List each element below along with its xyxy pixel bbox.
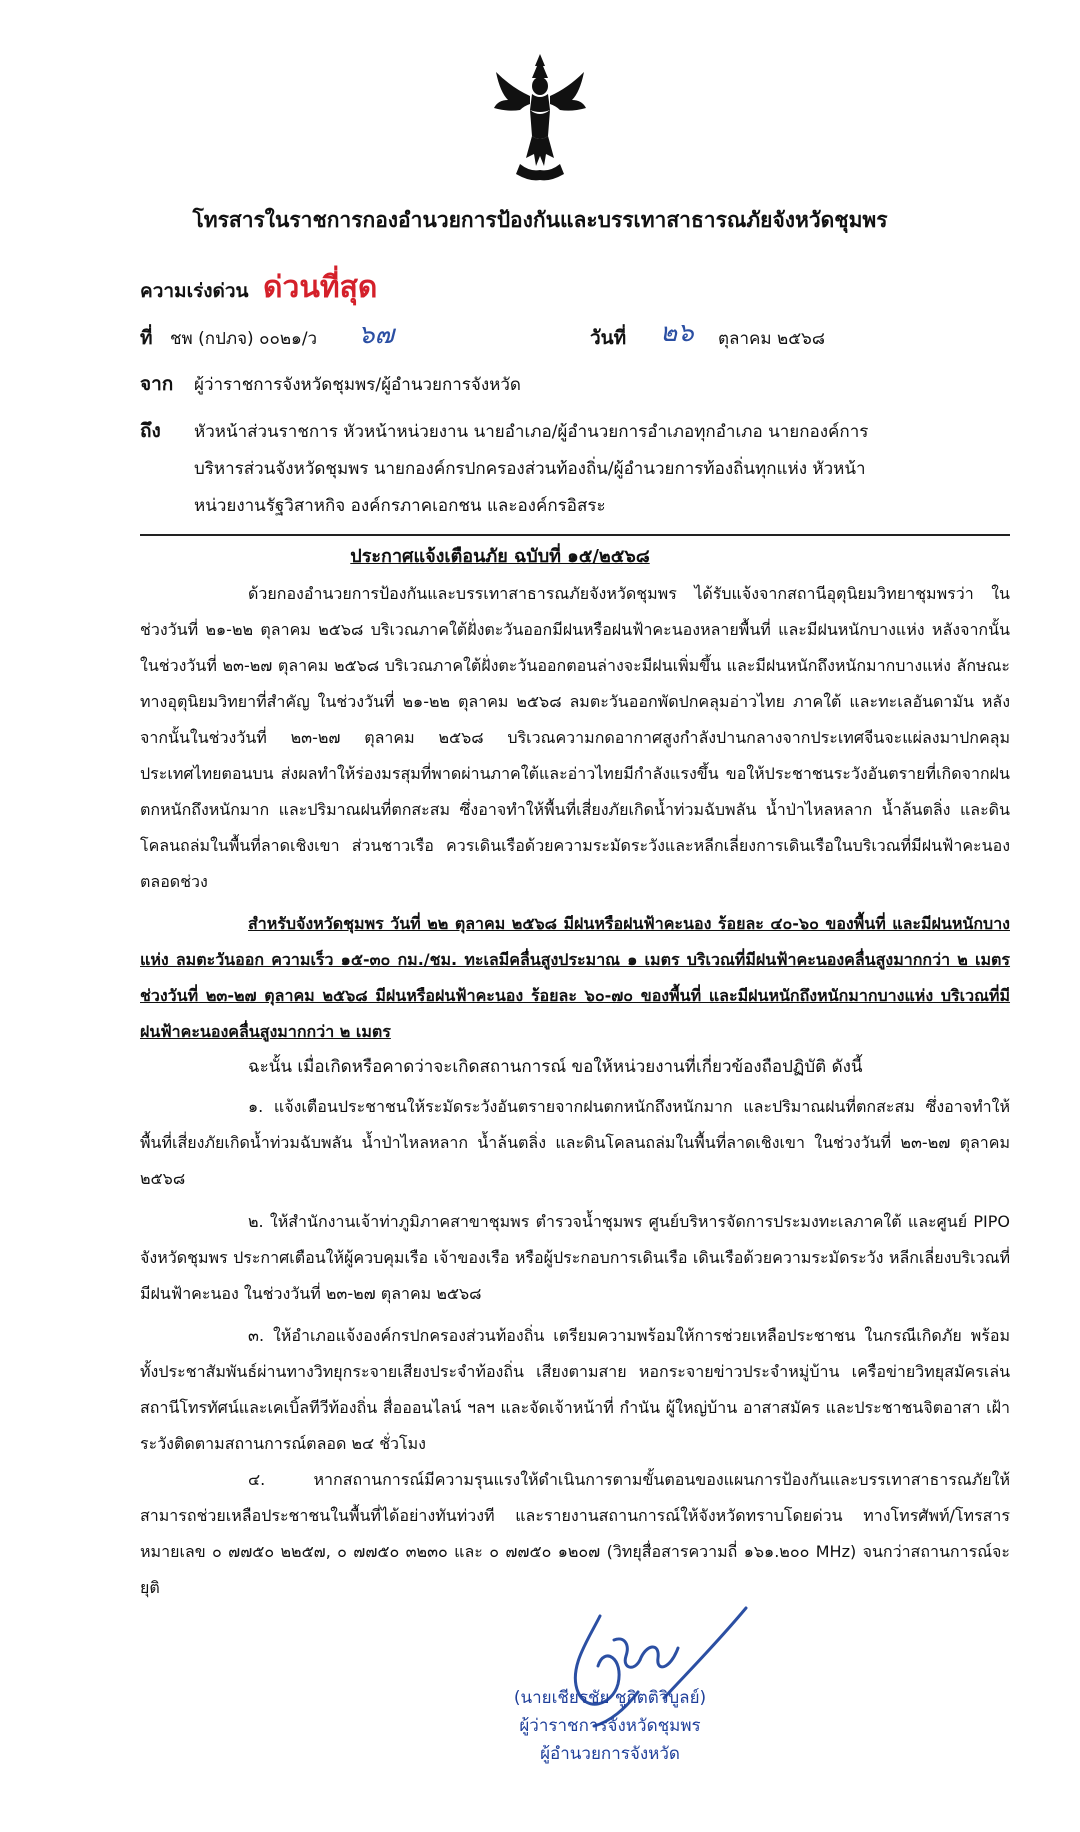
ref-label: ที่ [140,327,153,349]
action-item-3: ๓. ให้อำเภอแจ้งองค์กรปกครองส่วนท้องถิ่น เตรียมความพร้อมให้การช่วยเหลือประชาชน ในกรณีเกิดภัย พร้อมทั้งประชาสัมพันธ์ผ่านทางวิทยุกระจายเสียงประจำท้องถิ่น เสียงตามสาย หอกระจายข่าวประจำหมู่บ้าน เครือข่ายวิทยุสมัครเล่น สถานีโทรทัศน์และเคเบิ้ลทีวีท้องถิ่น สื่อออนไลน์ ฯลฯ และจัดเจ้าหน้าที่ กำนัน ผู้ใหญ่บ้าน อาสาสมัคร และประชาชนจิตอาสา เฝ้าระวังติดตามสถานการณ์ตลอด ๒๔ ชั่วโมง [140,1326,1010,1453]
signer-position: ผู้ว่าราชการจังหวัดชุมพร [519,1716,701,1736]
to-line: หัวหน้าส่วนราชการ หัวหน้าหน่วยงาน นายอำเภอ/ผู้อำนวยการอำเภอทุกอำเภอ นายกองค์การ [194,422,869,442]
date-label: วันที่ [590,327,627,349]
signer-position: ผู้อำนวยการจังหวัด [540,1744,680,1764]
handwritten-document-number: ๖๗ [358,320,395,350]
announcement-heading: ประกาศแจ้งเตือนภัย ฉบับที่ ๑๕/๒๕๖๘ [350,546,650,567]
date-month-year: ตุลาคม ๒๕๖๘ [718,329,825,349]
from-label: จาก [140,373,174,395]
to-line: หน่วยงานรัฐวิสาหกิจ องค์กรภาคเอกชน และองค์กรอิสระ [194,496,606,516]
therefore-line: ฉะนั้น เมื่อเกิดหรือคาดว่าจะเกิดสถานการณ์ ขอให้หน่วยงานที่เกี่ยวข้องถือปฏิบัติ ดังนี้ [248,1057,863,1077]
action-item-4: ๔. หากสถานการณ์มีความรุนแรงให้ดำเนินการตามขั้นตอนของแผนการป้องกันและบรรเทาสาธารณภัยให้สามารถช่วยเหลือประชาชนในพื้นที่ได้อย่างทันท่วงที และรายงานสถานการณ์ให้จังหวัดทราบโดยด่วน ทางโทรศัพท์/โทรสาร หมายเลข ๐ ๗๗๕๐ ๒๒๕๗, ๐ ๗๗๕๐ ๓๒๓๐ และ ๐ ๗๗๕๐ ๑๒๐๗ (วิทยุสื่อสารความถี่ ๑๖๑.๒๐๐ MHz) จนกว่าสถานการณ์จะยุติ [140,1470,1010,1597]
urgency-label: ความเร่งด่วน [140,280,249,302]
signer-name: (นายเชียรชัย ชูกิตติวิบูลย์) [513,1688,707,1708]
ref-number: ชพ (กปภจ) ๐๐๒๑/ว [170,329,318,349]
header-divider [140,534,1010,536]
from-value: ผู้ว่าราชการจังหวัดชุมพร/ผู้อำนวยการจังหวัด [194,375,521,395]
urgency-value: ด่วนที่สุด [263,270,378,305]
action-item-1: ๑. แจ้งเตือนประชาชนให้ระมัดระวังอันตรายจากฝนตกหนักถึงหนักมาก และปริมาณฝนที่ตกสะสม ซึ่งอาจทำให้พื้นที่เสี่ยงภัยเกิดน้ำท่วมฉับพลัน น้ำป่าไหลหลาก น้ำล้นตลิ่ง และดินโคลนถล่มในพื้นที่ลาดเชิงเขา ในช่วงวันที่ ๒๓-๒๗ ตุลาคม ๒๕๖๘ [140,1097,1010,1188]
handwritten-date-day: ๒๖ [660,318,694,348]
action-item-2: ๒. ให้สำนักงานเจ้าท่าภูมิภาคสาขาชุมพร ตำรวจน้ำชุมพร ศูนย์บริหารจัดการประมงทะเลภาคใต้ และศูนย์ PIPO จังหวัดชุมพร ประกาศเตือนให้ผู้ควบคุมเรือ เจ้าของเรือ หรือผู้ประกอบการเดินเรือ เดินเรือด้วยความระมัดระวัง หลีกเลี่ยงบริเวณที่มีฝนฟ้าคะนอง ในช่วงวันที่ ๒๓-๒๗ ตุลาคม ๒๕๖๘ [140,1212,1010,1303]
to-label: ถึง [140,420,161,442]
garuda-emblem-icon [490,48,590,188]
chumphon-forecast-paragraph: สำหรับจังหวัดชุมพร วันที่ ๒๒ ตุลาคม ๒๕๖๘ มีฝนหรือฝนฟ้าคะนอง ร้อยละ ๔๐-๖๐ ของพื้นที่ และมีฝนหนักบางแห่ง ลมตะวันออก ความเร็ว ๑๕-๓๐ กม./ชม. ทะเลมีคลื่นสูงประมาณ ๑ เมตร บริเวณที่มีฝนฟ้าคะนองคลื่นสูงมากกว่า ๒ เมตร ช่วงวันที่ ๒๓-๒๗ ตุลาคม ๒๕๖๘ มีฝนหรือฝนฟ้าคะนอง ร้อยละ ๖๐-๗๐ ของพื้นที่ และมีฝนหนักถึงหนักมากบางแห่ง บริเวณที่มีฝนฟ้าคะนองคลื่นสูงมากกว่า ๒ เมตร [140,914,1011,1041]
to-line: บริหารส่วนจังหวัดชุมพร นายกองค์กรปกครองส่วนท้องถิ่น/ผู้อำนวยการท้องถิ่นทุกแห่ง หัวหน้า [194,459,866,479]
document-title: โทรสารในราชการกองอำนวยการป้องกันและบรรเทาสาธารณภัยจังหวัดชุมพร [192,208,888,232]
intro-paragraph: ด้วยกองอำนวยการป้องกันและบรรเทาสาธารณภัยจังหวัดชุมพร ได้รับแจ้งจากสถานีอุตุนิยมวิทยาชุมพรว่า ในช่วงวันที่ ๒๑-๒๒ ตุลาคม ๒๕๖๘ บริเวณภาคใต้ฝั่งตะวันออกมีฝนหรือฝนฟ้าคะนองหลายพื้นที่ และมีฝนหนักบางแห่ง หลังจากนั้นในช่วงวันที่ ๒๓-๒๗ ตุลาคม ๒๕๖๘ บริเวณภาคใต้ฝั่งตะวันออกตอนล่างจะมีฝนเพิ่มขึ้น และมีฝนหนักถึงหนักมากบางแห่ง ลักษณะทางอุตุนิยมวิทยาที่สำคัญ ในช่วงวันที่ ๒๑-๒๒ ตุลาคม ๒๕๖๘ ลมตะวันออกพัดปกคลุมอ่าวไทย ภาคใต้ และทะเลอันดามัน หลังจากนั้นในช่วงวันที่ ๒๓-๒๗ ตุลาคม ๒๕๖๘ บริเวณความกดอากาศสูงกำลังปานกลางจากประเทศจีนจะแผ่ลงมาปกคลุมประเทศไทยตอนบน ส่งผลทำให้ร่องมรสุมที่พาดผ่านภาคใต้และอ่าวไทยมีกำลังแรงขึ้น ขอให้ประชาชนระวังอันตรายที่เกิดจากฝนตกหนักถึงหนักมาก และปริมาณฝนที่ตกสะสม ซึ่งอาจทำให้พื้นที่เสี่ยงภัยเกิดน้ำท่วมฉับพลัน น้ำป่าไหลหลาก น้ำล้นตลิ่ง และดินโคลนถล่มในพื้นที่ลาดเชิงเขา ส่วนชาวเรือ ควรเดินเรือด้วยความระมัดระวังและหลีกเลี่ยงการเดินเรือในบริเวณที่มีฝนฟ้าคะนองตลอดช่วง [140,584,1010,891]
